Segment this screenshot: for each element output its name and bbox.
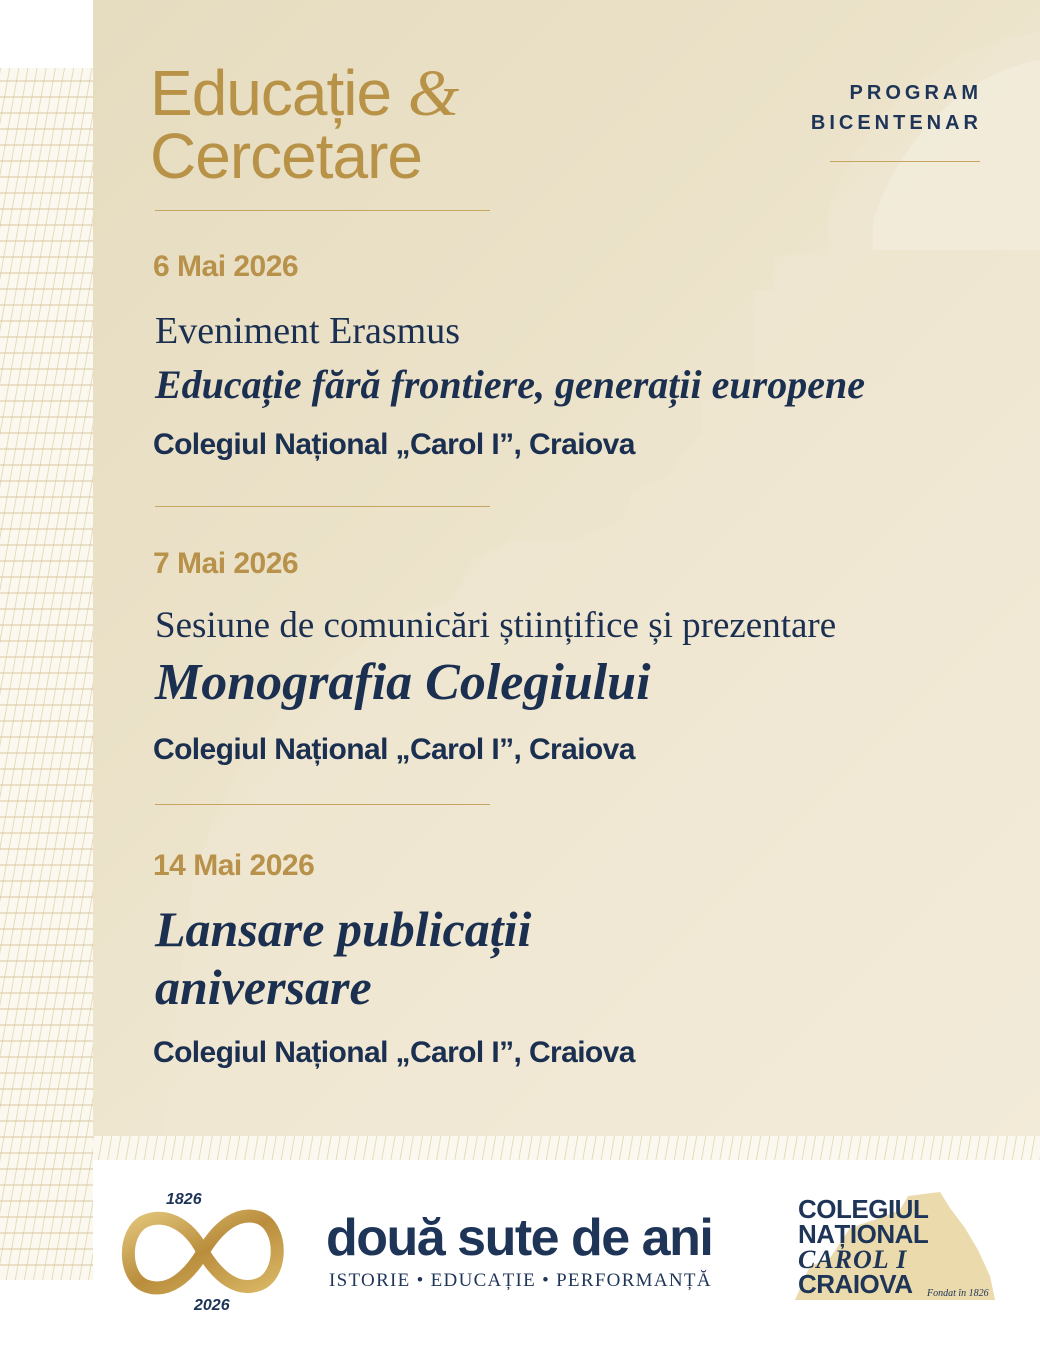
school-founded: Fondat în 1826 [927, 1288, 989, 1299]
school-line4: CRAIOVA [798, 1269, 913, 1299]
event-subtitle: aniversare [155, 959, 372, 1015]
event-date: 6 Mai 2026 [153, 250, 299, 283]
title-line1: Educație [150, 57, 392, 129]
title-divider [155, 210, 490, 211]
decorative-pattern-left [0, 68, 93, 1280]
event-title: Sesiune de comunicări științifice și prezentare [155, 605, 837, 646]
brand-title: două sute de ani [326, 1209, 713, 1267]
event-venue: Colegiul Național „Carol I”, Craiova [153, 733, 635, 766]
event-title: Eveniment Erasmus [155, 310, 460, 352]
event-divider [155, 506, 490, 507]
event-venue: Colegiul Național „Carol I”, Craiova [153, 428, 635, 461]
school-name [798, 1194, 929, 1299]
title-line2: Cercetare [150, 120, 422, 192]
logo-year-start: 1826 [166, 1191, 202, 1208]
program-line2: BICENTENAR [810, 112, 982, 134]
logo-year-end: 2026 [194, 1297, 230, 1314]
event-subtitle: Monografia Colegiului [155, 654, 651, 711]
program-divider [830, 161, 980, 162]
school-line3: CAROL I [798, 1245, 908, 1274]
title-ampersand: & [407, 57, 459, 130]
event-date: 14 Mai 2026 [153, 849, 315, 882]
event-date: 7 Mai 2026 [153, 547, 299, 580]
program-line1: PROGRAM [849, 82, 982, 104]
event-venue: Colegiul Național „Carol I”, Craiova [153, 1036, 635, 1069]
event-title: Lansare publicații [155, 901, 532, 957]
brand-tagline: ISTORIE • EDUCAȚIE • PERFORMANȚĂ [329, 1270, 712, 1291]
school-line2: NAȚIONAL [798, 1219, 929, 1249]
school-line1: COLEGIUL [798, 1194, 929, 1224]
event-divider [155, 804, 490, 805]
bicentennial-logo [118, 1182, 288, 1317]
event-subtitle: Educație fără frontiere, generații europene [155, 362, 865, 407]
program-label [811, 78, 982, 138]
page-title [150, 57, 459, 192]
decorative-pattern-bottom [93, 1136, 1040, 1160]
